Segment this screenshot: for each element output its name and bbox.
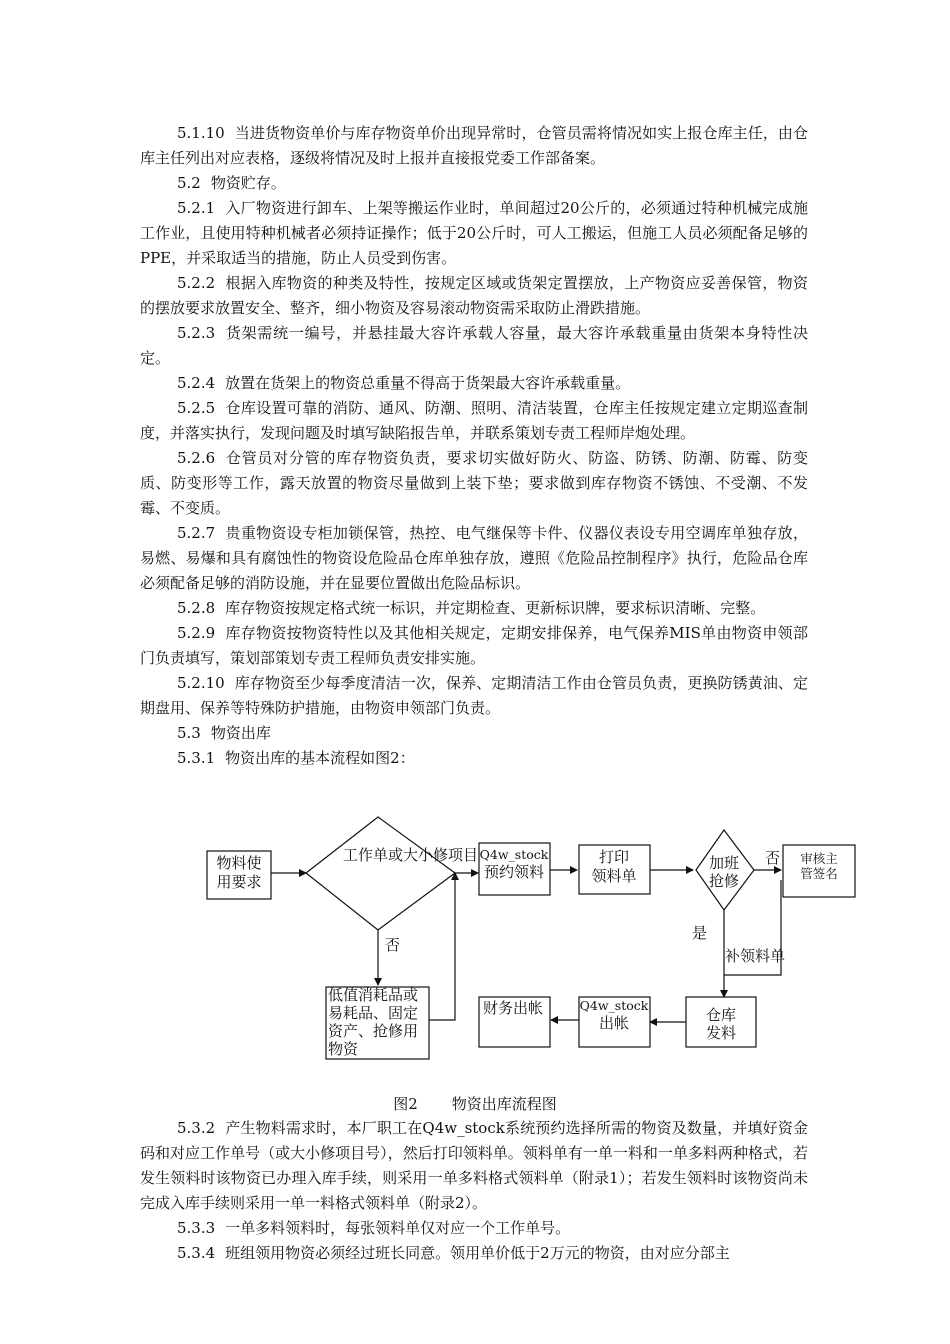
paragraph-5-2-9 [140,621,808,671]
q4w-reserve-label-line1: Q4w_stock [479,847,549,862]
paragraph-text: 库存物资按物资特性以及其他相关规定，定期安排保养，电气保养MIS单由物资申领部门负责填写，策划部策划专责工程师负责安排实施。 [140,624,808,667]
approval-label-line1: 审核主 [800,851,838,866]
finance-label: 财务出帐 [482,999,544,1017]
section-number: 5.2.10 [177,674,225,692]
section-number: 5.2.1 [177,199,216,217]
paragraph-5-3-2 [140,1116,808,1216]
overtime-no-label: 否 [765,849,781,867]
decision-diamond [306,817,455,930]
section-heading-5-3 [140,721,808,746]
warehouse-label-line2: 发料 [705,1024,737,1042]
paragraph-5-3-1 [140,746,808,771]
decision-label: 工作单或大小修项目 [343,846,479,864]
paragraph-5-3-4 [140,1241,808,1266]
print-label-line2: 领料单 [591,867,637,885]
paragraph-text: 入厂物资进行卸车、上架等搬运作业时，单间超过20公斤的，必须通过特种机械完成施工作业，且使用特种机械者必须持证操作；低于20公斤时，可人工搬运，但施工人员必须配备足够的PPE，并采取适当的措施，防止人员受到伤害。 [140,199,808,267]
overtime-label-line1: 加班 [708,854,740,872]
q4w-out-label-line2: 出帐 [598,1014,630,1032]
section-number: 5.2.6 [177,449,216,467]
decision-no-label: 否 [385,936,401,954]
section-number: 5.2.8 [177,599,216,617]
paragraph-text: 库存物资按规定格式统一标识，并定期检查、更新标识牌，要求标识清晰、完整。 [225,599,766,617]
paragraph-5-2-3 [140,321,808,371]
requirement-label-line1: 物料使 [216,854,262,872]
section-number: 5.1.10 [177,124,225,142]
section-number: 5.3.3 [177,1219,216,1237]
section-heading-text: 物资贮存。 [210,174,286,192]
warehouse-label-line1: 仓库 [705,1006,737,1024]
paragraph-text: 货架需统一编号，并悬挂最大容许承载人容量，最大容许承载重量由货架本身特性决定。 [140,324,808,367]
paragraph-5-2-2 [140,271,808,321]
overtime-yes-label: 是 [692,924,708,942]
low-value-label-line1: 低值消耗品或 [328,986,419,1004]
paragraph-5-2-6 [140,446,808,521]
section-number: 5.3.4 [177,1244,216,1262]
low-value-label-line2: 易耗品、固定 [328,1004,419,1022]
figure-caption [0,1093,950,1114]
figure-number: 图2 [393,1095,418,1113]
section-number: 5.2 [177,174,201,192]
q4w-out-label-line1: Q4w_stock [579,998,649,1013]
section-number: 5.2.3 [177,324,216,342]
paragraph-5-2-10 [140,671,808,721]
paragraph-5-3-3 [140,1216,808,1241]
paragraph-text: 贵重物资设专柜加锁保管，热控、电气继保等卡件、仪器仪表设专用空调库单独存放，易燃、易爆和具有腐蚀性的物资设危险品仓库单独存放，遵照《危险品控制程序》执行，危险品仓库必须配备足够的消防设施，并在显要位置做出危险品标识。 [140,524,808,592]
section-heading-5-2 [140,171,808,196]
text-block-bottom [140,1116,808,1266]
paragraph-5-2-1 [140,196,808,271]
supplement-label: 补领料单 [725,947,786,965]
section-heading-text: 物资出库 [210,724,271,742]
print-label-line1: 打印 [598,848,630,866]
section-number: 5.2.7 [177,524,216,542]
figure-title: 物资出库流程图 [451,1095,557,1113]
paragraph-5-2-4 [140,371,808,396]
low-value-label-line4: 物资 [328,1040,359,1058]
section-number: 5.3 [177,724,201,742]
section-number: 5.3.2 [177,1119,216,1137]
section-number: 5.3.1 [177,749,216,767]
paragraph-text: 一单多料领料时，每张领料单仅对应一个工作单号。 [225,1219,571,1237]
paragraph-text: 仓库设置可靠的消防、通风、防潮、照明、清洁装置，仓库主任按规定建立定期巡查制度，并落实执行，发现问题及时填写缺陷报告单，并联系策划专责工程师岸炮处理。 [140,399,808,442]
outbound-flowchart [195,815,860,1065]
approval-label-line2: 管签名 [800,866,838,881]
q4w-reserve-label-line2: 预约领料 [483,863,545,881]
overtime-label-line2: 抢修 [708,872,740,890]
arrow-lowvalue-to-reserve [429,873,455,1020]
section-number: 5.2.9 [177,624,216,642]
requirement-label-line2: 用要求 [216,873,262,891]
paragraph-text: 班组领用物资必须经过班长同意。领用单价低于2万元的物资，由对应分部主 [225,1244,730,1262]
paragraph-text: 放置在货架上的物资总重量不得高于货架最大容许承载重量。 [225,374,631,392]
low-value-label-line3: 资产、抢修用 [328,1022,419,1040]
section-number: 5.2.5 [177,399,216,417]
section-number: 5.2.4 [177,374,216,392]
paragraph-text: 当进货物资单价与库存物资单价出现异常时，仓管员需将情况如实上报仓库主任，由仓库主任列出对应表格，逐级将情况及时上报并直接报党委工作部备案。 [140,124,808,167]
paragraph-text: 物资出库的基本流程如图2： [225,749,415,767]
paragraph-text: 产生物料需求时，本厂职工在Q4w_stock系统预约选择所需的物资及数量，并填好资金码和对应工作单号（或大小修项目号），然后打印领料单。领料单有一单一料和一单多料两种格式，若发生领料时该物资已办理入库手续，则采用一单多料格式领料单（附录1）；若发生领料时该物资尚未完成入库手续则采用一单一料格式领料单（附录2）。 [140,1119,808,1212]
section-number: 5.2.2 [177,274,216,292]
paragraph-5-2-5 [140,396,808,446]
paragraph-5-2-7 [140,521,808,596]
paragraph-text: 库存物资至少每季度清洁一次，保养、定期清洁工作由仓管员负责，更换防锈黄油、定期盘用、保养等特殊防护措施，由物资申领部门负责。 [140,674,808,717]
paragraph-5-1-10 [140,121,808,171]
text-block-top [140,121,808,771]
paragraph-text: 仓管员对分管的库存物资负责，要求切实做好防火、防盗、防锈、防潮、防霉、防变质、防变形等工作，露天放置的物资尽量做到上装下垫；要求做到库存物资不锈蚀、不受潮、不发霉、不变质。 [140,449,808,517]
paragraph-text: 根据入库物资的种类及特性，按规定区域或货架定置摆放，上产物资应妥善保管，物资的摆放要求放置安全、整齐，细小物资及容易滚动物资需采取防止滑跌措施。 [140,274,808,317]
paragraph-5-2-8 [140,596,808,621]
